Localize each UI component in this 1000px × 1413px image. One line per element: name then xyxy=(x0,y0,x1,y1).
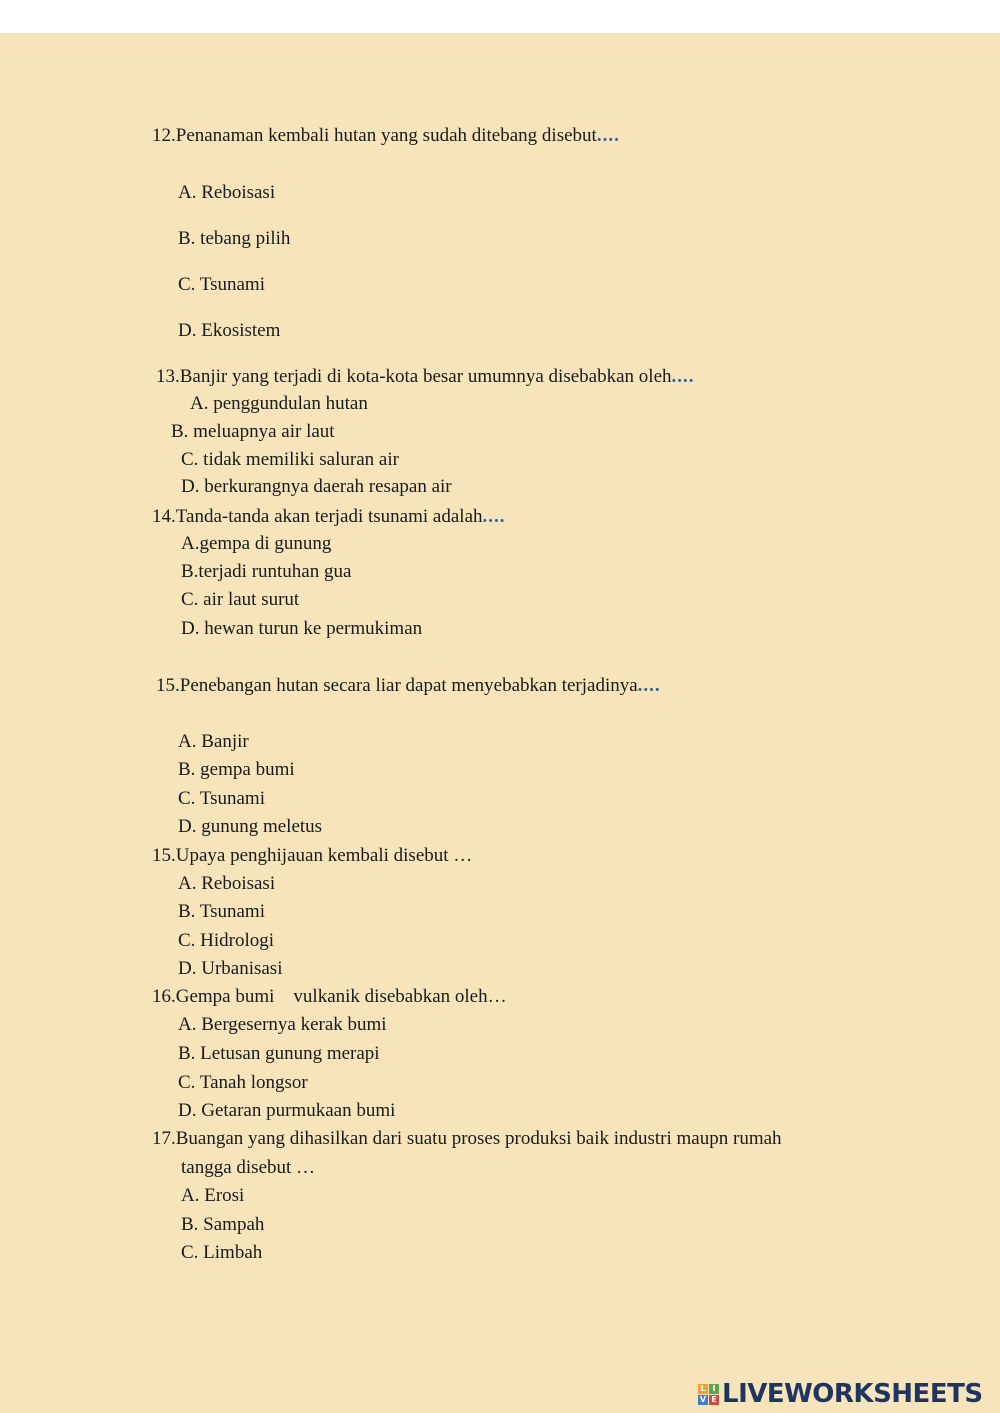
q14-option-b[interactable]: B.terjadi runtuhan gua xyxy=(181,561,352,582)
q14-option-d[interactable]: D. hewan turun ke permukiman xyxy=(181,618,423,639)
q15a-option-d[interactable]: D. gunung meletus xyxy=(178,816,323,837)
q16-option-d[interactable]: D. Getaran purmukaan bumi xyxy=(178,1100,396,1121)
q17-option-a[interactable]: A. Erosi xyxy=(181,1185,245,1206)
q15b-option-b[interactable]: B. Tsunami xyxy=(178,901,265,922)
logo-letter-e: E xyxy=(709,1395,719,1405)
question-12: 12.Penanaman kembali hutan yang sudah ditebang disebut.... xyxy=(152,125,620,146)
q16-option-b[interactable]: B. Letusan gunung merapi xyxy=(178,1043,380,1064)
question-17: 17.Buangan yang dihasilkan dari suatu proses produksi baik industri maupn rumah xyxy=(152,1128,782,1149)
question-13: 13.Banjir yang terjadi di kota-kota besar umumnya disebabkan oleh.... xyxy=(156,366,695,387)
q12-option-c[interactable]: C. Tsunami xyxy=(178,274,265,295)
q12-option-a[interactable]: A. Reboisasi xyxy=(178,182,276,203)
liveworksheets-logo xyxy=(698,1378,983,1410)
q12-option-d[interactable]: D. Ekosistem xyxy=(178,320,281,341)
logo-wordmark: LIVEWORKSHEETS xyxy=(722,1379,983,1409)
q13-option-c[interactable]: C. tidak memiliki saluran air xyxy=(181,449,399,470)
q14-option-c[interactable]: C. air laut surut xyxy=(181,589,300,610)
q15a-option-b[interactable]: B. gempa bumi xyxy=(178,759,295,780)
q17-option-c[interactable]: C. Limbah xyxy=(181,1242,263,1263)
q13-option-b[interactable]: B. meluapnya air laut xyxy=(171,421,335,442)
q14-option-a[interactable]: A.gempa di gunung xyxy=(181,533,332,554)
q16-option-a[interactable]: A. Bergesernya kerak bumi xyxy=(178,1014,387,1035)
q13-option-a[interactable]: A. penggundulan hutan xyxy=(190,393,368,414)
worksheet-page xyxy=(0,33,1000,1413)
logo-letter-l: L xyxy=(698,1384,708,1394)
question-15b: 15.Upaya penghijauan kembali disebut … xyxy=(152,845,473,866)
q17-option-b[interactable]: B. Sampah xyxy=(181,1214,265,1235)
q15a-option-c[interactable]: C. Tsunami xyxy=(178,788,265,809)
question-16: 16.Gempa bumi vulkanik disebabkan oleh… xyxy=(152,986,507,1007)
q15a-option-a[interactable]: A. Banjir xyxy=(178,731,249,752)
logo-mark-icon xyxy=(698,1384,719,1405)
q15b-option-d[interactable]: D. Urbanisasi xyxy=(178,958,283,979)
q15b-option-a[interactable]: A. Reboisasi xyxy=(178,873,276,894)
logo-letter-i: I xyxy=(709,1384,719,1394)
q16-option-c[interactable]: C. Tanah longsor xyxy=(178,1072,308,1093)
q12-option-b[interactable]: B. tebang pilih xyxy=(178,228,291,249)
question-15a: 15.Penebangan hutan secara liar dapat menyebabkan terjadinya.... xyxy=(156,675,661,696)
q13-option-d[interactable]: D. berkurangnya daerah resapan air xyxy=(181,476,452,497)
q15b-option-c[interactable]: C. Hidrologi xyxy=(178,930,275,951)
logo-letter-v: V xyxy=(699,1394,707,1404)
question-17-continued: tangga disebut … xyxy=(181,1157,316,1178)
question-14: 14.Tanda-tanda akan terjadi tsunami adalah.... xyxy=(152,506,506,527)
